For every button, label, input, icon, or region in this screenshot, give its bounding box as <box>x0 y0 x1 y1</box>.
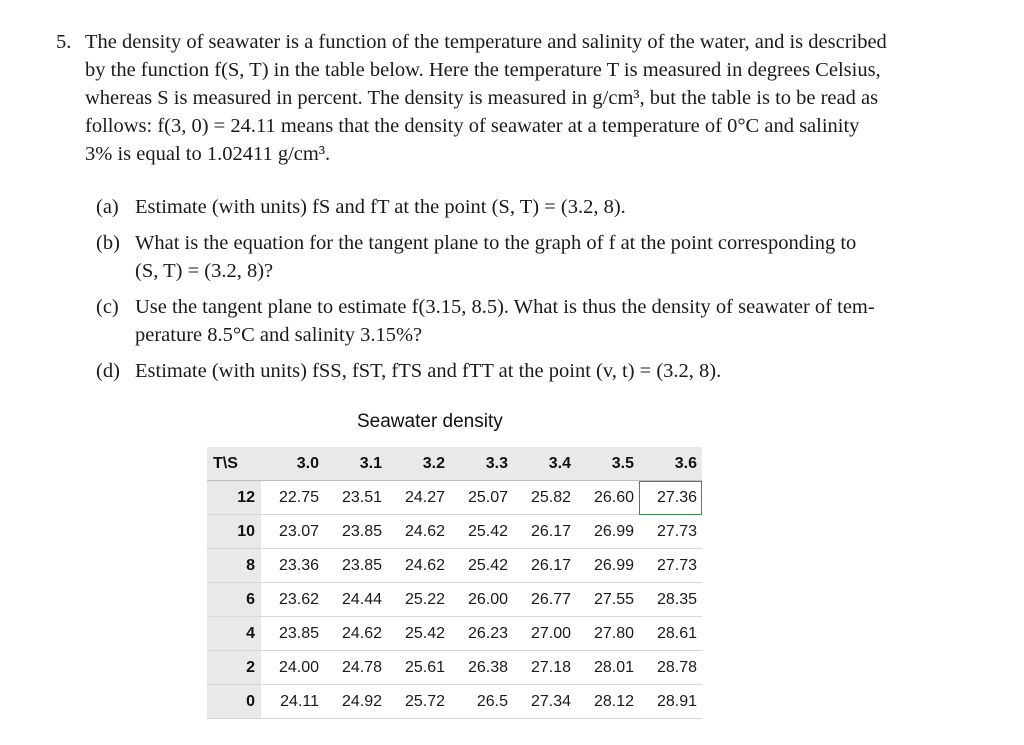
table-cell[interactable]: 23.85 <box>324 549 387 583</box>
part-a <box>96 193 974 221</box>
part-text: Estimate (with units) fSS, fST, fTS and fTT at the point (v, t) = (3.2, 8). <box>135 360 722 382</box>
table-cell[interactable]: 23.36 <box>261 549 324 583</box>
table-cell[interactable]: 25.42 <box>450 515 513 549</box>
density-table-container <box>207 447 702 719</box>
table-cell[interactable]: 27.73 <box>639 515 702 549</box>
column-header: 3.6 <box>639 447 702 481</box>
table-cell[interactable]: 28.35 <box>639 583 702 617</box>
table-cell[interactable]: 24.92 <box>324 685 387 719</box>
table-cell[interactable]: 27.00 <box>513 617 576 651</box>
table-cell[interactable]: 23.85 <box>261 617 324 651</box>
table-cell[interactable]: 26.00 <box>450 583 513 617</box>
part-text: (S, T) = (3.2, 8)? <box>135 260 274 282</box>
part-b <box>96 229 974 285</box>
table-row <box>207 617 702 651</box>
table-cell[interactable]: 28.01 <box>576 651 639 685</box>
part-text: Use the tangent plane to estimate f(3.15, 8.5). What is thus the density of seawater of tem- <box>135 296 875 318</box>
table-row <box>207 583 702 617</box>
table-header-row <box>207 447 702 481</box>
table-cell[interactable]: 24.78 <box>324 651 387 685</box>
table-cell[interactable]: 27.73 <box>639 549 702 583</box>
part-text: What is the equation for the tangent plane to the graph of f at the point corresponding to <box>135 232 857 254</box>
table-cell[interactable]: 25.72 <box>387 685 450 719</box>
table-cell[interactable]: 28.91 <box>639 685 702 719</box>
problem-line-4: follows: f(3, 0) = 24.11 means that the density of seawater at a temperature of 0°C and salinity <box>85 115 860 137</box>
table-cell[interactable]: 27.18 <box>513 651 576 685</box>
table-cell[interactable]: 23.85 <box>324 515 387 549</box>
part-text: perature 8.5°C and salinity 3.15%? <box>135 324 423 346</box>
table-title: Seawater density <box>357 411 503 432</box>
table-cell[interactable]: 25.42 <box>450 549 513 583</box>
table-row <box>207 651 702 685</box>
column-header: 3.4 <box>513 447 576 481</box>
table-cell[interactable]: 24.11 <box>261 685 324 719</box>
column-header: 3.1 <box>324 447 387 481</box>
problem-line-1: The density of seawater is a function of the temperature and salinity of the water, and is described <box>85 31 887 53</box>
table-cell[interactable]: 26.17 <box>513 515 576 549</box>
problem-statement <box>56 28 974 168</box>
table-row <box>207 515 702 549</box>
table-cell[interactable]: 25.61 <box>387 651 450 685</box>
table-cell[interactable]: 26.99 <box>576 515 639 549</box>
part-label: (a) <box>96 196 119 218</box>
density-table <box>207 447 702 719</box>
row-header: 8 <box>207 549 261 583</box>
table-cell[interactable]: 26.60 <box>576 481 639 515</box>
corner-header: T\S <box>207 447 261 481</box>
table-cell[interactable]: 25.42 <box>387 617 450 651</box>
table-cell[interactable]: 26.99 <box>576 549 639 583</box>
table-cell[interactable]: 24.62 <box>324 617 387 651</box>
table-cell[interactable]: 26.23 <box>450 617 513 651</box>
row-header: 10 <box>207 515 261 549</box>
part-label: (d) <box>96 360 120 382</box>
table-cell[interactable]: 27.34 <box>513 685 576 719</box>
problem-paragraph <box>85 28 974 168</box>
row-header: 6 <box>207 583 261 617</box>
table-cell[interactable]: 24.00 <box>261 651 324 685</box>
column-header: 3.5 <box>576 447 639 481</box>
table-cell[interactable]: 26.5 <box>450 685 513 719</box>
table-cell[interactable]: 23.07 <box>261 515 324 549</box>
problem-number: 5. <box>56 31 72 53</box>
part-d <box>96 357 974 385</box>
row-header: 0 <box>207 685 261 719</box>
part-label: (c) <box>96 296 119 318</box>
table-cell[interactable]: 24.27 <box>387 481 450 515</box>
table-cell[interactable]: 24.62 <box>387 515 450 549</box>
table-cell[interactable]: 23.51 <box>324 481 387 515</box>
column-header: 3.2 <box>387 447 450 481</box>
table-cell[interactable]: 22.75 <box>261 481 324 515</box>
problem-line-5: 3% is equal to 1.02411 g/cm³. <box>85 143 331 165</box>
table-cell[interactable]: 28.78 <box>639 651 702 685</box>
row-header: 4 <box>207 617 261 651</box>
table-cell[interactable]: 26.38 <box>450 651 513 685</box>
part-text: Estimate (with units) fS and fT at the point (S, T) = (3.2, 8). <box>135 196 626 218</box>
table-cell[interactable]: 27.80 <box>576 617 639 651</box>
selected-table-cell[interactable]: 27.36 <box>639 481 702 515</box>
table-cell[interactable]: 25.82 <box>513 481 576 515</box>
row-header: 12 <box>207 481 261 515</box>
table-cell[interactable]: 23.62 <box>261 583 324 617</box>
table-cell[interactable]: 28.61 <box>639 617 702 651</box>
table-cell[interactable]: 27.55 <box>576 583 639 617</box>
part-c <box>96 293 974 349</box>
part-label: (b) <box>96 232 120 254</box>
table-row <box>207 481 702 515</box>
problem-line-2: by the function f(S, T) in the table below. Here the temperature T is measured in degrees Celsius, <box>85 59 881 81</box>
problem-line-3: whereas S is measured in percent. The density is measured in g/cm³, but the table is to be read as <box>85 87 879 109</box>
table-cell[interactable]: 25.07 <box>450 481 513 515</box>
column-header: 3.0 <box>261 447 324 481</box>
table-row <box>207 549 702 583</box>
row-header: 2 <box>207 651 261 685</box>
table-cell[interactable]: 25.22 <box>387 583 450 617</box>
table-cell[interactable]: 24.44 <box>324 583 387 617</box>
table-cell[interactable]: 24.62 <box>387 549 450 583</box>
table-cell[interactable]: 26.77 <box>513 583 576 617</box>
table-row <box>207 685 702 719</box>
table-cell[interactable]: 28.12 <box>576 685 639 719</box>
column-header: 3.3 <box>450 447 513 481</box>
table-cell[interactable]: 26.17 <box>513 549 576 583</box>
